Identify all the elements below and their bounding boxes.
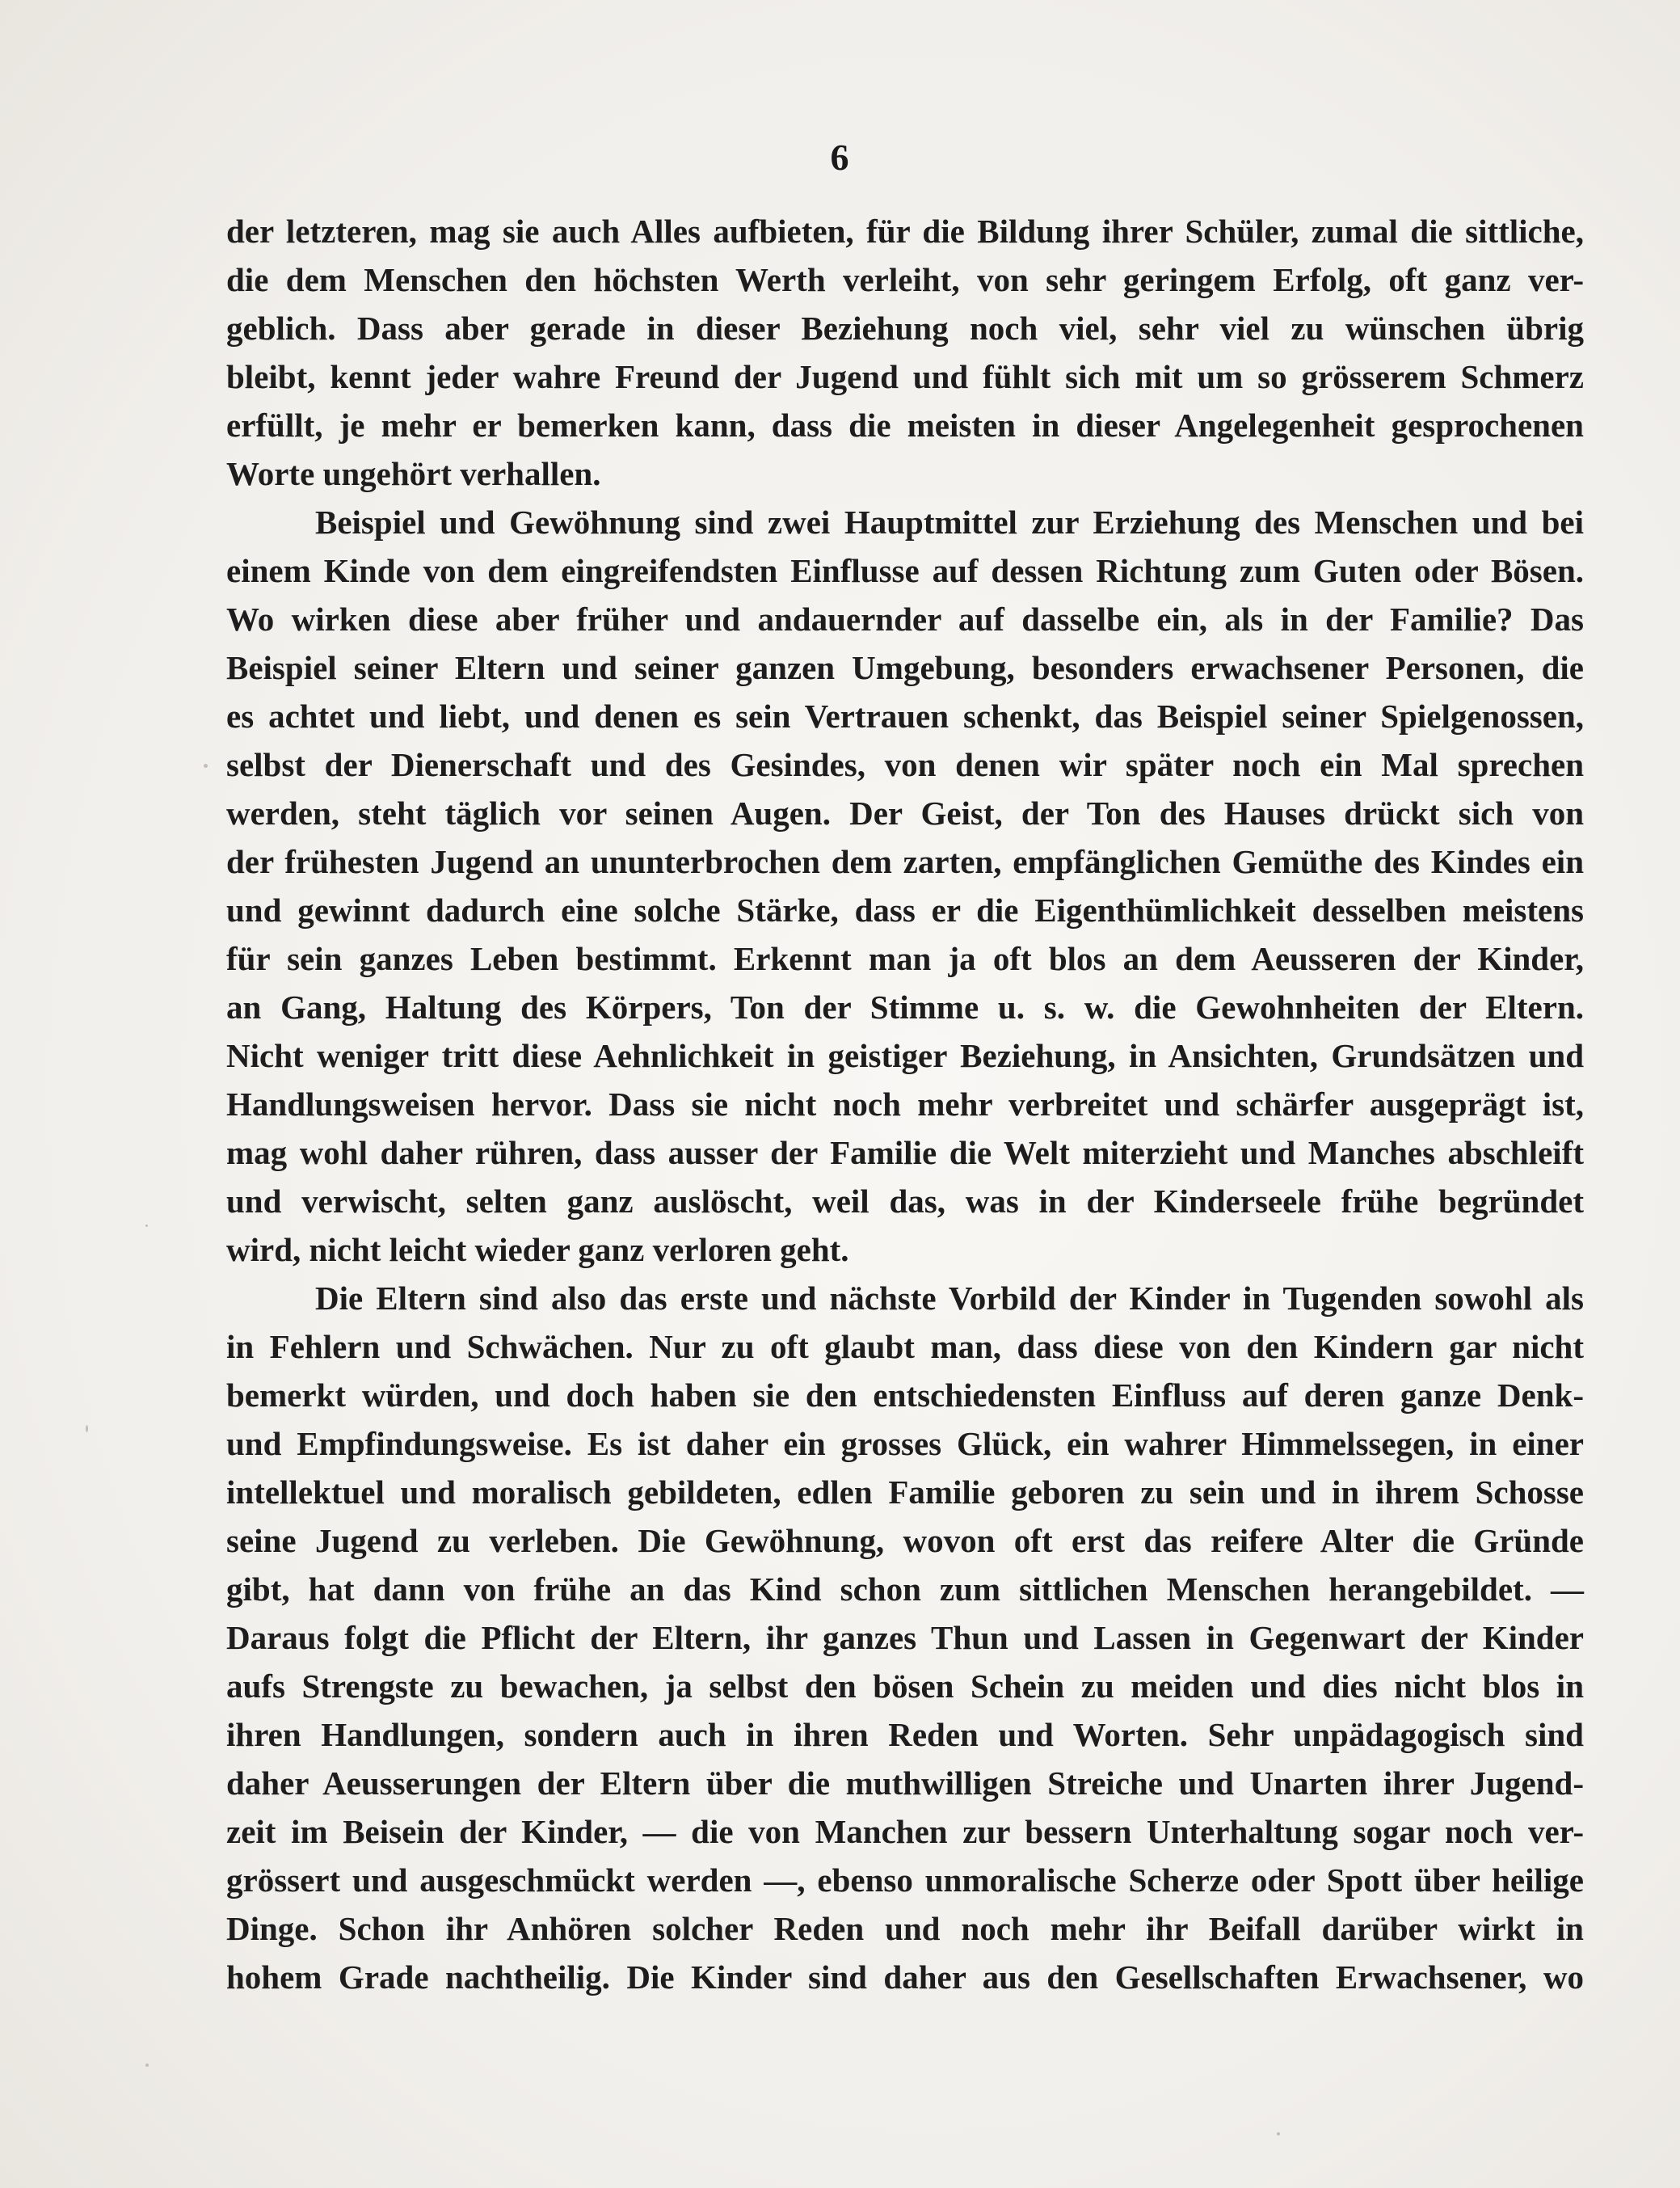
text-line: für sein ganzes Leben bestimmt. Erkennt man ja oft blos an dem Aeusseren der Kinder,	[226, 940, 1584, 977]
text-line: Nicht weniger tritt diese Aehnlichkeit in geistiger Beziehung, in Ansichten, Grundsätzen und	[226, 1037, 1584, 1074]
text-line: einem Kinde von dem eingreifendsten Einflusse auf dessen Richtung zum Guten oder Bösen.	[226, 552, 1584, 589]
text-line: intellektuel und moralisch gebildeten, edlen Familie geboren zu sein und in ihrem Schosse	[226, 1473, 1584, 1511]
scan-speck	[145, 1225, 148, 1227]
text-line: bemerkt würden, und doch haben sie den entschiedensten Einfluss auf deren ganze Denk-	[226, 1376, 1584, 1414]
text-line: und Empfindungsweise. Es ist daher ein grosses Glück, ein wahrer Himmelssegen, in einer	[226, 1425, 1584, 1462]
page-number: 6	[830, 137, 850, 178]
text-line: Beispiel seiner Eltern und seiner ganzen Umgebung, besonders erwachsener Personen, die	[226, 649, 1584, 686]
text-line: Dinge. Schon ihr Anhören solcher Reden und noch mehr ihr Beifall darüber wirkt in	[226, 1910, 1584, 1947]
text-line: seine Jugend zu verleben. Die Gewöhnung, wovon oft erst das reifere Alter die Gründe	[226, 1522, 1584, 1559]
scan-speck	[1277, 2132, 1280, 2135]
text-line: geblich. Dass aber gerade in dieser Beziehung noch viel, sehr viel zu wünschen übrig	[226, 310, 1584, 347]
text-line: gibt, hat dann von frühe an das Kind schon zum sittlichen Menschen herangebildet. —	[226, 1570, 1584, 1608]
body-text	[226, 207, 1584, 2001]
text-line: aufs Strengste zu bewachen, ja selbst den bösen Schein zu meiden und dies nicht blos in	[226, 1667, 1584, 1705]
scan-speck	[145, 2064, 149, 2067]
text-line: mag wohl daher rühren, dass ausser der Familie die Welt miterzieht und Manches abschleift	[226, 1134, 1584, 1171]
text-line: und verwischt, selten ganz auslöscht, weil das, was in der Kinderseele frühe begründet	[226, 1183, 1584, 1220]
text-line: es achtet und liebt, und denen es sein Vertrauen schenkt, das Beispiel seiner Spielgenossen,	[226, 698, 1584, 735]
text-line: wird, nicht leicht wieder ganz verloren geht.	[226, 1231, 849, 1268]
text-line: der letzteren, mag sie auch Alles aufbieten, für die Bildung ihrer Schüler, zumal die sittliche,	[226, 213, 1584, 250]
scan-speck	[86, 1425, 88, 1432]
paragraph	[226, 207, 1584, 498]
text-line: Beispiel und Gewöhnung sind zwei Hauptmittel zur Erziehung des Menschen und bei	[315, 504, 1584, 541]
text-line: werden, steht täglich vor seinen Augen. Der Geist, der Ton des Hauses drückt sich von	[226, 795, 1584, 832]
text-line: ihren Handlungen, sondern auch in ihren Reden und Worten. Sehr unpädagogisch sind	[226, 1716, 1584, 1753]
text-line: Die Eltern sind also das erste und nächste Vorbild der Kinder in Tugenden sowohl als	[315, 1279, 1584, 1317]
text-line: an Gang, Haltung des Körpers, Ton der Stimme u. s. w. die Gewohnheiten der Eltern.	[226, 989, 1584, 1026]
paragraph	[226, 1274, 1584, 2001]
paragraph	[226, 498, 1584, 1274]
text-line: bleibt, kennt jeder wahre Freund der Jugend und fühlt sich mit um so grösserem Schmerz	[226, 358, 1584, 395]
text-line: die dem Menschen den höchsten Werth verleiht, von sehr geringem Erfolg, oft ganz ver-	[226, 261, 1584, 298]
text-line: Handlungsweisen hervor. Dass sie nicht noch mehr verbreitet und schärfer ausgeprägt ist,	[226, 1086, 1584, 1123]
text-line: in Fehlern und Schwächen. Nur zu oft glaubt man, dass diese von den Kindern gar nicht	[226, 1328, 1584, 1365]
scan-speck	[204, 764, 208, 768]
text-line: Worte ungehört verhallen.	[226, 455, 601, 492]
text-line: zeit im Beisein der Kinder, — die von Manchen zur bessern Unterhaltung sogar noch ver-	[226, 1813, 1584, 1850]
text-line: Wo wirken diese aber früher und andauernder auf dasselbe ein, als in der Familie? Das	[226, 601, 1584, 638]
text-line: grössert und ausgeschmückt werden —, ebenso unmoralische Scherze oder Spott über heilige	[226, 1861, 1584, 1899]
text-line: der frühesten Jugend an ununterbrochen dem zarten, empfänglichen Gemüthe des Kindes ein	[226, 843, 1584, 880]
text-line: selbst der Dienerschaft und des Gesindes, von denen wir später noch ein Mal sprechen	[226, 746, 1584, 783]
text-line: daher Aeusserungen der Eltern über die muthwilligen Streiche und Unarten ihrer Jugend-	[226, 1764, 1584, 1802]
text-line: hohem Grade nachtheilig. Die Kinder sind daher aus den Gesellschaften Erwachsener, wo	[226, 1958, 1584, 1996]
text-line: erfüllt, je mehr er bemerken kann, dass die meisten in dieser Angelegenheit gesprochenen	[226, 407, 1584, 444]
text-line: und gewinnt dadurch eine solche Stärke, dass er die Eigenthümlichkeit desselben meistens	[226, 892, 1584, 929]
text-line: Daraus folgt die Pflicht der Eltern, ihr ganzes Thun und Lassen in Gegenwart der Kinder	[226, 1619, 1584, 1656]
